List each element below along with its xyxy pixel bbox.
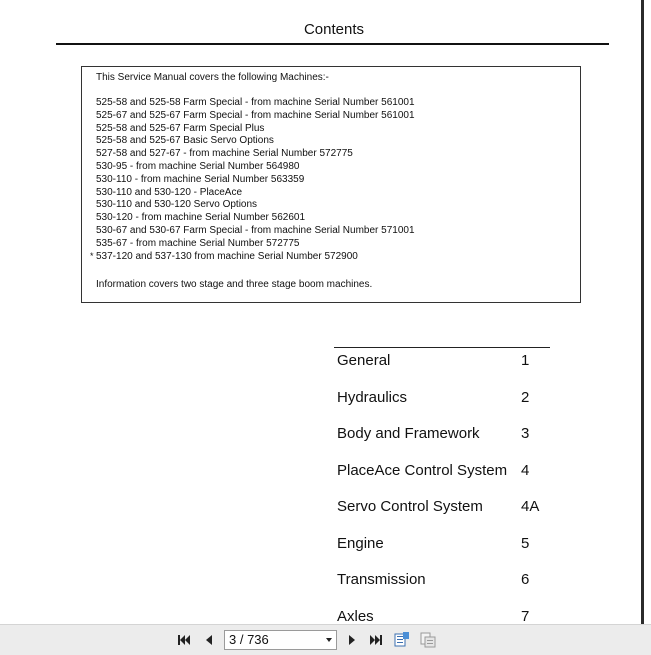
export-icon (420, 632, 436, 648)
machine-line (96, 238, 415, 251)
next-page-icon (347, 634, 357, 646)
machine-line (96, 212, 415, 225)
toc-section-title: Engine (337, 534, 384, 552)
machines-intro: This Service Manual covers the following Machines:- (96, 72, 329, 83)
machine-line (96, 135, 415, 148)
toc-section-title: Servo Control System (337, 498, 483, 515)
machine-line (96, 225, 415, 238)
last-page-button[interactable] (368, 632, 384, 648)
machine-text: 530-110 - from machine Serial Number 563359 (96, 173, 305, 185)
next-page-button[interactable] (344, 632, 360, 648)
machine-text: 525-58 and 525-67 Farm Special Plus (96, 122, 265, 134)
viewer-toolbar (0, 624, 651, 655)
toc-divider (334, 347, 550, 348)
toc-section-number: 6 (521, 571, 530, 588)
first-page-icon (177, 634, 191, 646)
machine-text: 525-58 and 525-58 Farm Special - from machine Serial Number 561001 (96, 97, 415, 108)
machine-line (96, 148, 415, 161)
machine-text: 527-58 and 527-67 - from machine Serial Number 572775 (96, 148, 353, 160)
machine-text: 525-58 and 525-67 Basic Servo Options (96, 135, 274, 147)
toc-section-number: 1 (521, 352, 530, 369)
toc-section-title: Body and Framework (337, 425, 480, 442)
page-title: Contents (303, 21, 365, 38)
machines-box (81, 66, 581, 303)
machine-line (90, 250, 415, 264)
machine-text: 530-95 - from machine Serial Number 564980 (96, 160, 300, 172)
toc-section-number: 7 (521, 607, 530, 625)
machine-text: 530-110 and 530-120 Servo Options (96, 199, 258, 211)
machines-footer-note: Information covers two stage and three stage boom machines. (96, 279, 373, 290)
asterisk-marker: * (90, 250, 94, 261)
machine-text: 530-110 and 530-120 - PlaceAce (96, 186, 243, 198)
toc-section-title: PlaceAce Control System (337, 461, 508, 479)
toc-section-number: 4 (521, 461, 530, 479)
machine-line (96, 97, 415, 110)
machine-line (96, 187, 415, 200)
toc-section-number: 5 (521, 534, 530, 552)
toc-section-number: 3 (521, 425, 530, 442)
machine-text: 530-120 - from machine Serial Number 562601 (96, 212, 305, 224)
machine-line (96, 199, 415, 212)
toc-section-number: 2 (521, 388, 530, 406)
title-divider (56, 43, 609, 45)
machine-text: 537-120 and 537-130 from machine Serial Number 572900 (96, 250, 358, 262)
last-page-icon (369, 634, 383, 646)
machine-line (96, 161, 415, 174)
toc-section-title: Transmission (337, 571, 426, 588)
toc-section-title: Axles (337, 607, 374, 625)
machine-text: 535-67 - from machine Serial Number 572775 (96, 237, 300, 249)
toc-section-number: 4A (521, 498, 540, 515)
first-page-button[interactable] (176, 632, 192, 648)
bookmark-button[interactable] (394, 632, 410, 648)
toc-section-title: Hydraulics (337, 388, 408, 406)
machine-text: 525-67 and 525-67 Farm Special - from machine Serial Number 561001 (96, 109, 415, 121)
page-edge (641, 0, 644, 624)
machine-line (96, 123, 415, 136)
machine-line (96, 174, 415, 187)
bookmark-icon (394, 632, 410, 648)
page-select[interactable] (224, 630, 337, 650)
export-button[interactable] (420, 632, 436, 648)
previous-page-button[interactable] (201, 632, 217, 648)
machine-text: 530-67 and 530-67 Farm Special - from machine Serial Number 571001 (96, 224, 415, 236)
toc-section-title: General (337, 352, 391, 369)
chevron-down-icon (326, 638, 332, 642)
machine-line (96, 110, 415, 123)
previous-page-icon (204, 634, 214, 646)
page-indicator: 3 / 736 (229, 632, 269, 647)
machine-list (82, 97, 415, 263)
